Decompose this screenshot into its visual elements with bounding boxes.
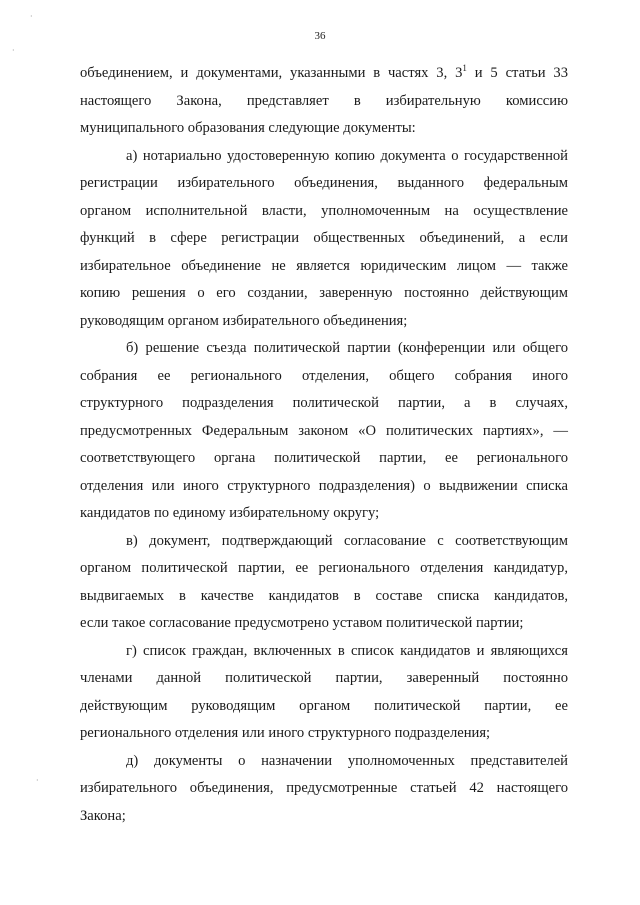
text-line: органом политической партии, ее регионального отделения кандидатур, <box>80 560 568 576</box>
scan-mark: · <box>12 46 15 55</box>
text-line: если такое согласование предусмотрено уставом политической партии; <box>80 615 524 631</box>
paragraph-b-start: б) решение съезда политической партии (конференции или общего <box>126 340 568 356</box>
text-line: Закона; <box>80 807 126 824</box>
text-line: копию решения о его создании, заверенную постоянно действующим <box>80 285 568 301</box>
paragraph-v-start: в) документ, подтверждающий согласование с соответствующим <box>126 532 568 549</box>
paragraph-d-start: д) документы о назначении уполномоченных представителей <box>126 752 568 769</box>
text-line: избирательное объединение не является юридическим лицом — также <box>80 257 568 274</box>
text-line: предусмотренных Федеральным законом «О политических партиях», — <box>80 422 568 439</box>
text-line: кандидатов по единому избирательному округу; <box>80 505 380 521</box>
text-line: избирательного объединения, предусмотренные статьей 42 настоящего <box>80 780 568 796</box>
paragraph-g-start: г) список граждан, включенных в список кандидатов и являющихся <box>126 642 568 659</box>
text-line: регистрации избирательного объединения, выданного федеральным <box>80 175 568 191</box>
text-line: структурного подразделения политической партии, а в случаях, <box>80 395 568 411</box>
text-line: функций в сфере регистрации общественных объединений, а если <box>80 230 568 246</box>
text-line: отделения или иного структурного подразделения) о выдвижении списка <box>80 477 568 494</box>
text-line: членами данной политической партии, заверенный постоянно <box>80 670 568 686</box>
paragraph-a-start: а) нотариально удостоверенную копию документа о государственной <box>126 147 568 164</box>
text-line: действующим руководящим органом политической партии, ее <box>80 697 568 714</box>
text-line: регионального отделения или иного структурного подразделения; <box>80 725 491 741</box>
scan-mark: · <box>30 12 33 21</box>
text-line: собрания ее регионального отделения, общего собрания иного <box>80 367 568 384</box>
text-line: объединением, и документами, указанными в частях 3, $3^1$ и 5 статьи 33 <box>80 63 568 81</box>
text-line: муниципального образования следующие документы: <box>80 120 416 136</box>
page-number: 36 <box>314 30 326 42</box>
text-line: соответствующего органа политической партии, ее регионального <box>80 450 568 466</box>
text-line: органом исполнительной власти, уполномоченным на осуществление <box>80 202 568 219</box>
text-line: руководящим органом избирательного объединения; <box>80 312 408 329</box>
text-line: настоящего Закона, представляет в избирательную комиссию <box>80 92 568 109</box>
scan-mark: · <box>36 776 39 785</box>
text-line: выдвигаемых в качестве кандидатов в составе списка кандидатов, <box>80 587 568 604</box>
document-body <box>80 60 568 830</box>
